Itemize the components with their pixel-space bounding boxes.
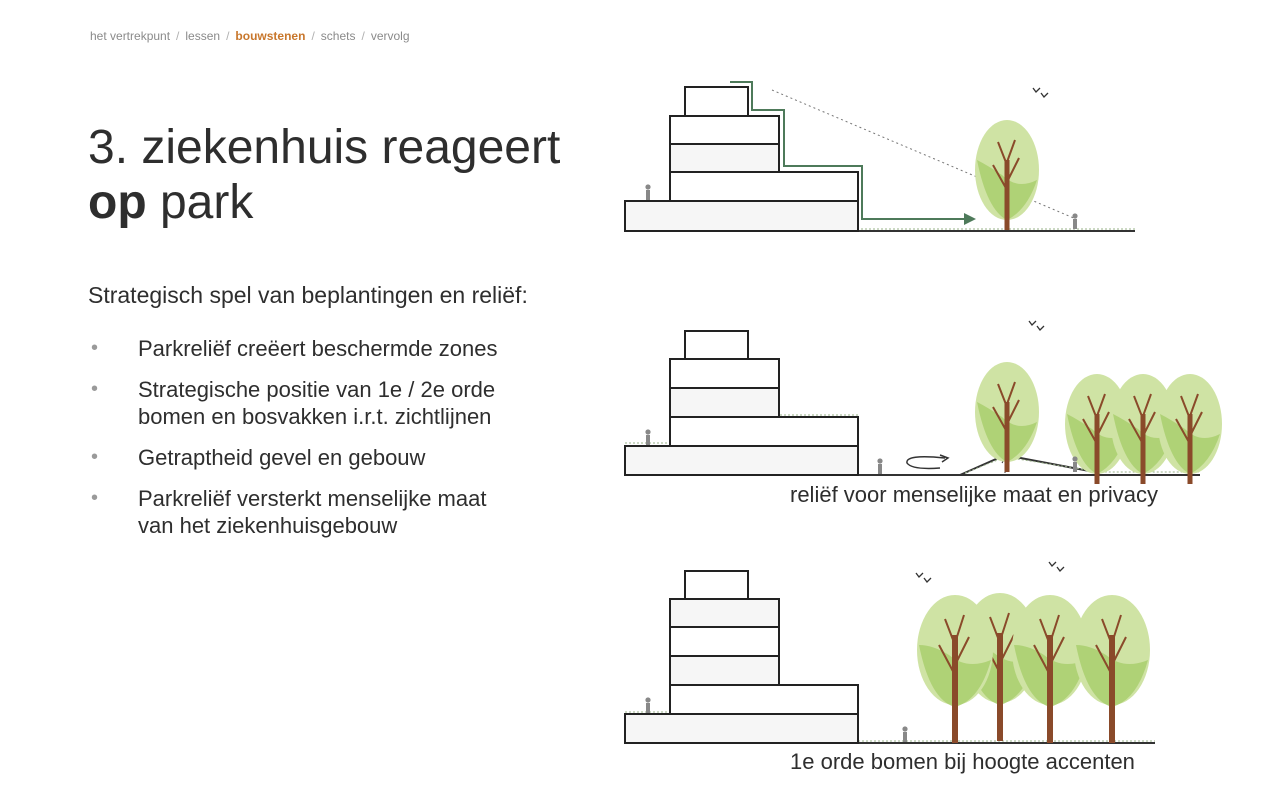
bullet-icon: • (91, 446, 99, 468)
breadcrumb-item-vervolg[interactable]: vervolg (370, 29, 410, 43)
breadcrumb-item-lessen[interactable]: lessen (185, 29, 221, 43)
title-bold-word: op (88, 176, 147, 229)
section-2-illustration (625, 321, 1222, 484)
breadcrumb-separator: / (311, 29, 315, 43)
caption-trees: 1e orde bomen bij hoogte accenten (790, 749, 1135, 774)
bullet-icon: • (91, 337, 99, 359)
bullet-icon: • (91, 487, 99, 509)
bullet-text-continued: bomen en bosvakken i.r.t. zichtlijnen (138, 404, 492, 429)
breadcrumb-item-bouwstenen[interactable]: bouwstenen (235, 29, 306, 43)
bullet-text: Strategische positie van 1e / 2e orde (138, 377, 496, 402)
breadcrumb-separator: / (226, 29, 230, 43)
bullet-text: Parkreliëf creëert beschermde zones (138, 336, 498, 361)
title-line-1: 3. ziekenhuis reageert (88, 121, 561, 174)
section-3-illustration (625, 562, 1155, 743)
title-line-2: park (146, 176, 254, 229)
bullet-text: Parkreliëf versterkt menselijke maat (138, 486, 487, 511)
intro-text: Strategisch spel van beplantingen en reliëf: (88, 282, 528, 308)
bullet-text: Getraptheid gevel en gebouw (138, 445, 426, 470)
breadcrumb-separator: / (176, 29, 180, 43)
breadcrumb-separator: / (361, 29, 365, 43)
bullet-text-continued: van het ziekenhuisgebouw (138, 513, 398, 538)
bullet-icon: • (91, 378, 99, 400)
section-1-illustration (625, 82, 1135, 231)
caption-relief: reliëf voor menselijke maat en privacy (790, 482, 1159, 507)
breadcrumb-item-het-vertrekpunt[interactable]: het vertrekpunt (90, 29, 171, 43)
breadcrumb-item-schets[interactable]: schets (320, 29, 356, 43)
